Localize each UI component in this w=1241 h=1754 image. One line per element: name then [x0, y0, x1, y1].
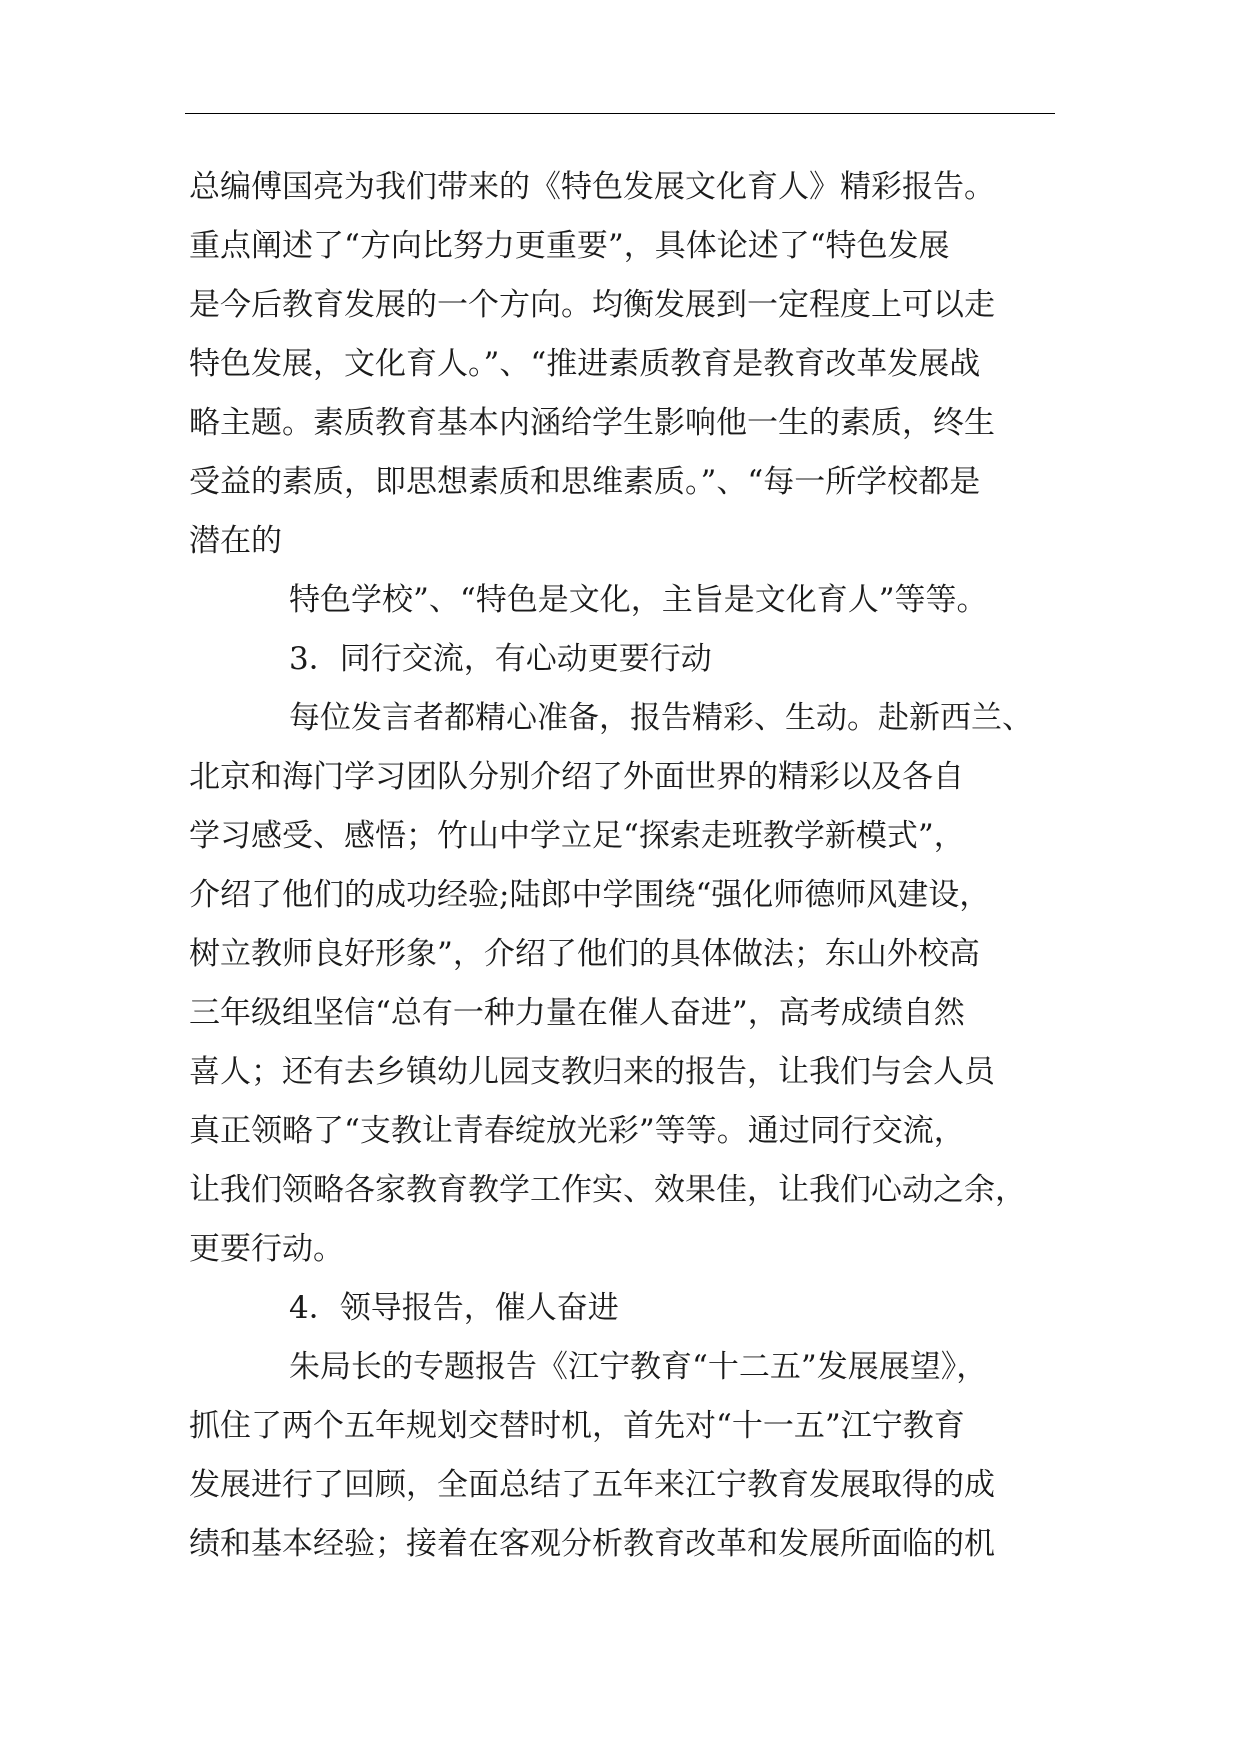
text-line: 介绍了他们的成功经验;陆郎中学围绕“强化师德师风建设，: [189, 877, 991, 913]
text-line: 北京和海门学习团队分别介绍了外面世界的精彩以及各自: [189, 759, 964, 795]
text-line: 喜人；还有去乡镇幼儿园支教归来的报告，让我们与会人员: [189, 1054, 995, 1090]
text-line: 特色学校”、“特色是文化，主旨是文化育人”等等。: [289, 582, 988, 618]
text-line: 更要行动。: [189, 1231, 344, 1267]
text-line: 让我们领略各家教育教学工作实、效果佳，让我们心动之余，: [189, 1172, 1026, 1208]
text-line: 学习感受、感悟；竹山中学立足“探索走班教学新模式”，: [189, 818, 965, 854]
text-body: [189, 158, 1069, 1574]
text-line: 受益的素质，即思想素质和思维素质。”、“每一所学校都是: [189, 464, 981, 500]
text-line: 朱局长的专题报告《江宁教育“十二五”发展展望》，: [289, 1349, 988, 1385]
text-line: 4．领导报告，催人奋进: [289, 1290, 619, 1326]
text-line: 每位发言者都精心准备，报告精彩、生动。赴新西兰、: [289, 700, 1033, 736]
header-rule: [185, 113, 1055, 114]
text-line: 三年级组坚信“总有一种力量在催人奋进”，高考成绩自然: [189, 995, 965, 1031]
text-line: 重点阐述了“方向比努力更重要”，具体论述了“特色发展: [189, 228, 950, 264]
text-line: 特色发展，文化育人。”、“推进素质教育是教育改革发展战: [189, 346, 981, 382]
text-line: 发展进行了回顾，全面总结了五年来江宁教育发展取得的成: [189, 1467, 995, 1503]
text-line: 是今后教育发展的一个方向。均衡发展到一定程度上可以走: [189, 287, 995, 323]
text-line: 潜在的: [189, 523, 282, 559]
text-line: 树立教师良好形象”，介绍了他们的具体做法；东山外校高: [189, 936, 980, 972]
text-line: 3．同行交流，有心动更要行动: [289, 641, 712, 677]
text-line: 绩和基本经验；接着在客观分析教育改革和发展所面临的机: [189, 1526, 995, 1562]
text-line: 抓住了两个五年规划交替时机，首先对“十一五”江宁教育: [189, 1408, 965, 1444]
text-line: 真正领略了“支教让青春绽放光彩”等等。通过同行交流，: [189, 1113, 965, 1149]
text-line: 略主题。素质教育基本内涵给学生影响他一生的素质，终生: [189, 405, 995, 441]
text-line: 总编傅国亮为我们带来的《特色发展文化育人》精彩报告。: [189, 169, 995, 205]
